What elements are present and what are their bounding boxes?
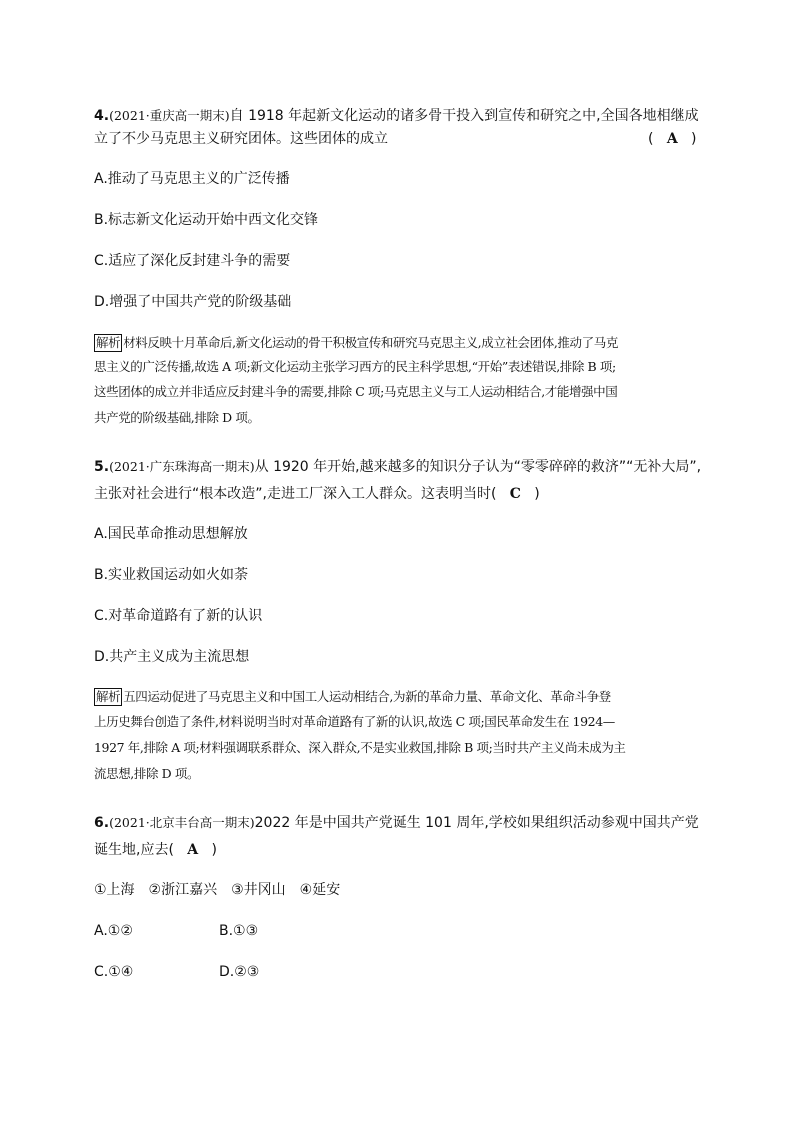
q4-answer: ( A ) — [648, 131, 697, 147]
q4-analysis-label: 解析 — [96, 335, 121, 350]
q5-stem-line1: 5.(2021·广东珠海高一期末)从 1920 年开始,越来越多的知识分子认为“零零碎碎的救济”“无补大局”, — [94, 459, 702, 475]
q4-analysis-line3: 这些团体的成立并非适应反封建斗争的需要,排除 C 项;马克思主义与工人运动相结合,才能增强中国 — [94, 384, 618, 399]
q5-option-d: D.共产主义成为主流思想 — [94, 649, 250, 665]
q4-option-d: D.增强了中国共产党的阶级基础 — [94, 294, 292, 310]
q5-analysis-line1: 五四运动促进了马克思主义和中国工人运动相结合,为新的革命力量、革命文化、革命斗争登 — [123, 689, 611, 704]
q6-option-c: C.①④ — [94, 964, 134, 980]
q6-stem-line1: 6.(2021·北京丰台高一期末)2022 年是中国共产党诞生 101 周年,学校如果组织活动参观中国共产党 — [94, 815, 699, 831]
q5-stem-line2: 主张对社会进行“根本改造”,走进工厂深入工人群众。这表明当时( C ) — [94, 486, 540, 502]
q6-answer-letter: A — [187, 842, 199, 858]
q6-option-d: D.②③ — [219, 964, 260, 980]
q5-option-a: A.国民革命推动思想解放 — [94, 526, 248, 542]
q5-answer-letter: C — [509, 486, 521, 502]
q5-analysis-line4: 流思想,排除 D 项。 — [94, 766, 200, 781]
q4-source: (2021·重庆高一期末) — [109, 108, 230, 123]
q4-answer-letter: A — [666, 131, 678, 147]
q6-choices-line: ①上海 ②浙江嘉兴 ③井冈山 ④延安 — [94, 882, 341, 898]
q6-number: 6 — [94, 815, 104, 831]
q4-analysis-line4: 共产党的阶级基础,排除 D 项。 — [94, 410, 260, 425]
q5-option-b: B.实业救国运动如火如荼 — [94, 567, 249, 583]
q5-analysis-line2: 上历史舞台创造了条件,材料说明当时对革命道路有了新的认识,故选 C 项;国民革命发生在 1924— — [94, 714, 615, 729]
q4-option-c: C.适应了深化反封建斗争的需要 — [94, 253, 291, 269]
q4-option-a: A.推动了马克思主义的广泛传播 — [94, 171, 290, 187]
q5-analysis-label: 解析 — [96, 689, 121, 704]
q6-source: (2021·北京丰台高一期末) — [109, 815, 255, 830]
q4-stem-line2: 立了不少马克思主义研究团体。这些团体的成立 — [94, 131, 388, 147]
q4-option-b: B.标志新文化运动开始中西文化交锋 — [94, 212, 319, 228]
q4-number: 4 — [94, 108, 104, 124]
q4-stem-line1: 4.(2021·重庆高一期末)自 1918 年起新文化运动的诸多骨干投入到宣传和研究之中,全国各地相继成 — [94, 108, 699, 124]
q5-number: 5 — [94, 459, 104, 475]
q4-analysis-line1: 材料反映十月革命后,新文化运动的骨干积极宣传和研究马克思主义,成立社会团体,推动了马克 — [123, 335, 618, 350]
q5-analysis-line3: 1927 年,排除 A 项;材料强调联系群众、深入群众,不是实业救国,排除 B 项;当时共产主义尚未成为主 — [94, 740, 626, 755]
q6-stem-line2: 诞生地,应去( A ) — [94, 842, 217, 858]
q5-option-c: C.对革命道路有了新的认识 — [94, 608, 263, 624]
q4-analysis-line2: 思主义的广泛传播,故选 A 项;新文化运动主张学习西方的民主科学思想,“开始”表述错误,排除 B 项; — [94, 359, 616, 374]
q6-option-b: B.①③ — [219, 923, 259, 939]
q6-option-a: A.①② — [94, 923, 133, 939]
q5-source: (2021·广东珠海高一期末) — [109, 459, 255, 474]
